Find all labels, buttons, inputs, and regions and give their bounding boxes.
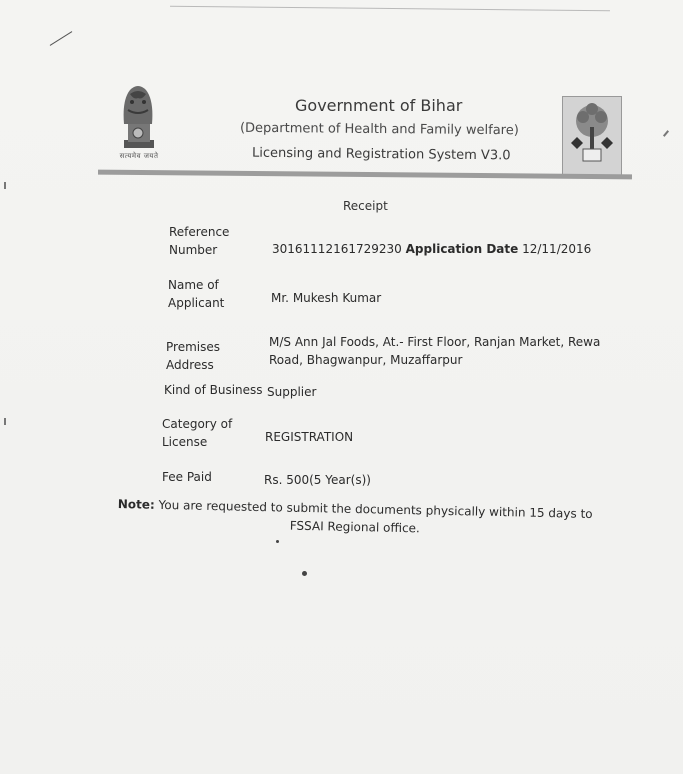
page-title: Government of Bihar xyxy=(295,96,463,115)
system-name: Licensing and Registration System V3.0 xyxy=(251,145,511,164)
scan-edge-mark xyxy=(4,182,6,189)
business-value: Supplier xyxy=(267,385,317,399)
scan-edge-mark xyxy=(4,418,6,425)
note-label: Note: xyxy=(117,497,155,512)
application-date-value: 12/11/2016 xyxy=(522,242,592,256)
premises-label: Premises Address xyxy=(166,340,220,372)
scan-edge-mark xyxy=(663,130,669,137)
reference-label: Reference Number xyxy=(169,225,230,257)
fee-value: Rs. 500(5 Year(s)) xyxy=(264,473,371,487)
note-text xyxy=(100,495,611,542)
reference-row xyxy=(272,240,591,258)
pen-mark xyxy=(50,31,73,46)
scan-speck xyxy=(276,540,279,543)
reference-value: 30161112161729230 xyxy=(272,242,402,256)
category-label: Category of License xyxy=(162,417,233,449)
emblem-caption: सत्यमेव जयते xyxy=(119,152,159,160)
bihar-tree-logo-icon xyxy=(562,96,622,176)
scan-speck xyxy=(302,571,307,576)
department-name: (Department of Health and Family welfare) xyxy=(239,120,519,139)
business-label: Kind of Business xyxy=(164,383,263,397)
scan-edge-line xyxy=(170,6,610,12)
premises-value: M/S Ann Jal Foods, At.- First Floor, Ranjan Market, Rewa Road, Bhagwanpur, Muzaffarpur xyxy=(269,335,601,367)
applicant-label: Name of Applicant xyxy=(168,278,225,310)
receipt-title: Receipt xyxy=(343,199,388,213)
applicant-value: Mr. Mukesh Kumar xyxy=(271,291,382,305)
fee-label: Fee Paid xyxy=(162,470,212,484)
application-date-label: Application Date xyxy=(405,242,519,256)
note-body: You are requested to submit the documents physically within 15 days to FSSAI Regional office. xyxy=(158,497,593,536)
category-value: REGISTRATION xyxy=(265,430,354,444)
header-divider xyxy=(98,170,632,180)
